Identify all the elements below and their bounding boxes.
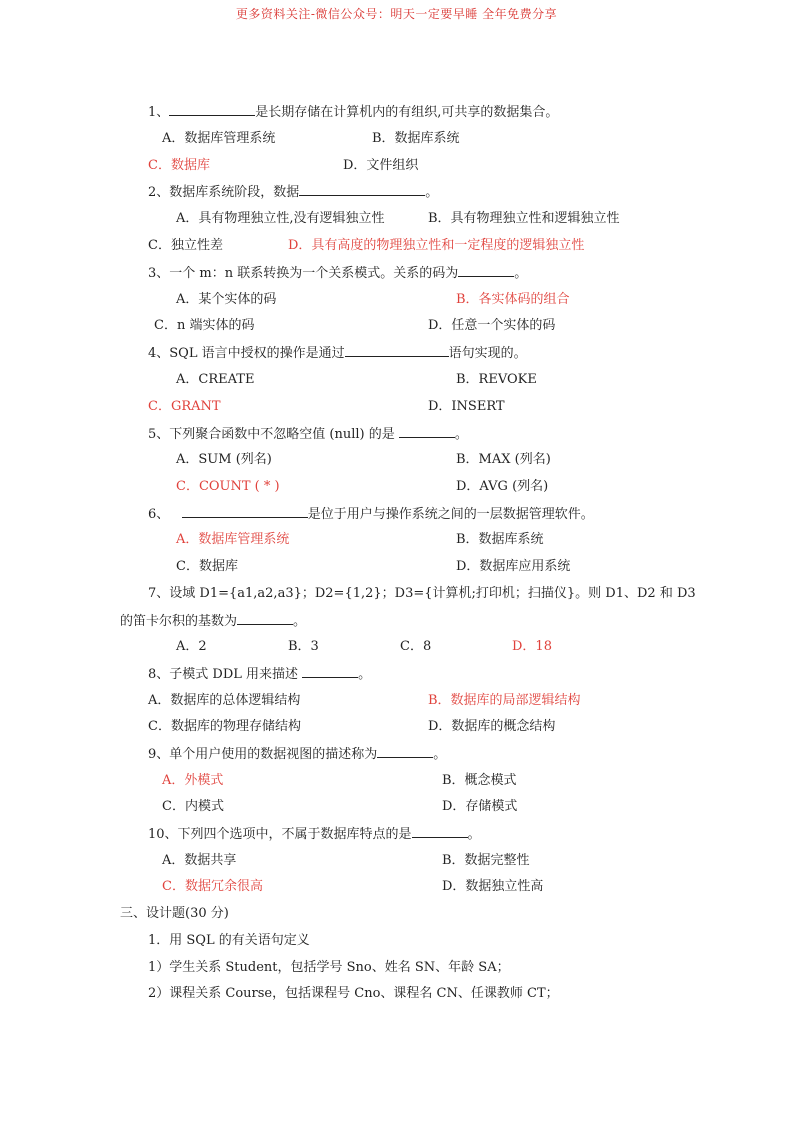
answer-blank (237, 612, 293, 625)
q1-option-c: C．数据库 (148, 158, 210, 173)
q6-option-d: D．数据库应用系统 (456, 559, 571, 574)
q10-option-d: D．数据独立性高 (442, 879, 544, 894)
section-3-title: 三、设计题(30 分) (120, 906, 229, 921)
q2-option-b: B．具有物理独立性和逻辑独立性 (428, 211, 620, 226)
q5-option-b: B．MAX (列名) (456, 452, 551, 467)
q7-option-b: B．3 (288, 639, 319, 654)
q7-end: 。 (293, 614, 307, 629)
q5-option-c: C．COUNT ( * ) (176, 479, 280, 494)
q3-option-c: C．n 端实体的码 (154, 318, 255, 333)
design-sub-2: 2）课程关系 Course，包括课程号 Cno、课程名 CN、任课教师 CT； (148, 986, 559, 1001)
question-1 (148, 103, 558, 122)
q10-option-c: C．数据冗余很高 (162, 879, 263, 894)
q9-option-c: C．内模式 (162, 799, 224, 814)
q7-option-a: A．2 (176, 639, 207, 654)
q7-option-d: D．18 (512, 639, 552, 654)
q7-option-c: C．8 (400, 639, 432, 654)
answer-blank (299, 183, 425, 196)
question-7-line-1: 7、设域 D1={a1,a2,a3}；D2={1,2}；D3={计算机;打印机；扫描仪}。则 D1、D2 和 D3 (148, 586, 696, 601)
q2-option-a: A．具有物理独立性,没有逻辑独立性 (176, 211, 385, 226)
answer-blank (182, 505, 308, 518)
q8-option-a: A．数据库的总体逻辑结构 (148, 693, 301, 708)
answer-blank (302, 665, 358, 678)
answer-blank (458, 264, 514, 277)
question-2 (148, 183, 438, 202)
q10-text: 10、下列四个选项中，不属于数据库特点的是 (148, 827, 412, 842)
q1-option-a: A．数据库管理系统 (162, 131, 276, 146)
q1-number: 1、 (148, 105, 170, 120)
design-sub-1: 1）学生关系 Student，包括学号 Sno、姓名 SN、年龄 SA； (148, 960, 510, 975)
answer-blank (399, 425, 455, 438)
q4-end: 语句实现的。 (448, 346, 527, 361)
q2-option-d: D．具有高度的物理独立性和一定程度的逻辑独立性 (288, 238, 585, 253)
q3-option-a: A．某个实体的码 (176, 292, 277, 307)
q8-option-d: D．数据库的概念结构 (428, 719, 556, 734)
q1-option-b: B．数据库系统 (372, 131, 460, 146)
question-8 (148, 665, 371, 684)
q4-option-c: C．GRANT (148, 399, 221, 414)
design-item-1: 1．用 SQL 的有关语句定义 (148, 933, 310, 948)
question-9 (148, 745, 446, 764)
q6-option-c: C．数据库 (176, 559, 238, 574)
q6-option-b: B．数据库系统 (456, 532, 544, 547)
q3-option-d: D．任意一个实体的码 (428, 318, 556, 333)
q5-option-a: A．SUM (列名) (176, 452, 272, 467)
q4-text: 4、SQL 语言中授权的操作是通过 (148, 346, 345, 361)
question-6 (148, 505, 594, 524)
q5-text: 5、下列聚合函数中不忽略空值 (null) 的是 (148, 427, 395, 442)
question-4 (148, 344, 527, 363)
answer-blank (345, 344, 449, 357)
q8-end: 。 (358, 667, 372, 682)
q3-end: 。 (514, 266, 528, 281)
answer-blank (377, 745, 433, 758)
answer-blank (169, 103, 255, 116)
q8-option-b: B．数据库的局部逻辑结构 (428, 693, 581, 708)
q9-text: 9、单个用户使用的数据视图的描述称为 (148, 747, 378, 762)
question-10 (148, 825, 481, 844)
q6-number: 6、 (148, 507, 170, 522)
q1-text: 是长期存储在计算机内的有组织,可共享的数据集合。 (255, 105, 559, 120)
q7-text: 的笛卡尔积的基数为 (120, 614, 238, 629)
q10-end: 。 (467, 827, 481, 842)
header-banner: 更多资料关注-微信公众号：明天一定要早睡 全年免费分享 (235, 7, 558, 21)
q2-option-c: C．独立性差 (148, 238, 223, 253)
q3-text: 3、一个 m：n 联系转换为一个关系模式。关系的码为 (148, 266, 459, 281)
q8-text: 8、子模式 DDL 用来描述 (148, 667, 299, 682)
answer-blank (412, 825, 468, 838)
q9-option-d: D．存储模式 (442, 799, 518, 814)
q9-end: 。 (433, 747, 447, 762)
question-3 (148, 264, 527, 283)
q9-option-a: A．外模式 (162, 773, 224, 788)
q2-end: 。 (425, 185, 439, 200)
q6-option-a: A．数据库管理系统 (176, 532, 290, 547)
q3-option-b: B．各实体码的组合 (456, 292, 570, 307)
q10-option-a: A．数据共享 (162, 853, 237, 868)
q5-option-d: D．AVG (列名) (456, 479, 549, 494)
q4-option-a: A．CREATE (176, 372, 255, 387)
q4-option-d: D．INSERT (428, 399, 505, 414)
q9-option-b: B．概念模式 (442, 773, 517, 788)
q5-end: 。 (454, 427, 468, 442)
q2-text: 2、数据库系统阶段，数据 (148, 185, 300, 200)
q10-option-b: B．数据完整性 (442, 853, 530, 868)
q1-option-d: D．文件组织 (343, 158, 419, 173)
q6-text: 是位于用户与操作系统之间的一层数据管理软件。 (307, 507, 594, 522)
question-7-line-2 (120, 612, 306, 631)
question-5 (148, 425, 468, 444)
q8-option-c: C．数据库的物理存储结构 (148, 719, 301, 734)
q4-option-b: B．REVOKE (456, 372, 537, 387)
